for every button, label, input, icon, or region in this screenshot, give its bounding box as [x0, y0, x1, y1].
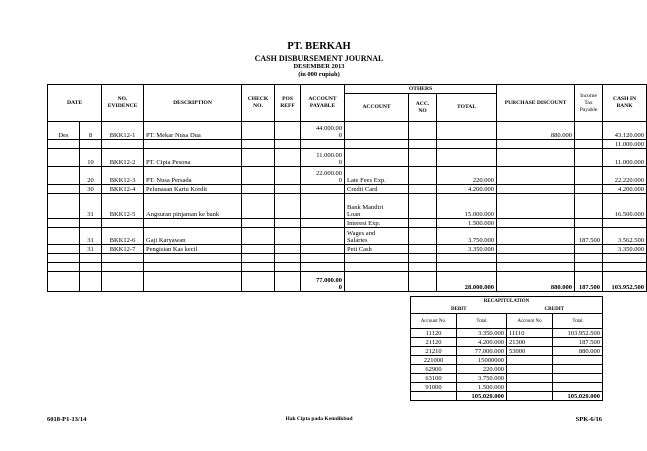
row-account-payable — [301, 194, 345, 219]
row-account: Interest Exp. — [345, 219, 409, 228]
row-total: 3.350.000 — [437, 245, 497, 254]
total-income-tax: 187.500 — [575, 272, 603, 292]
copyright-notice: Hak Cipta pada Kemdikbud — [285, 416, 353, 422]
row-acc-no — [409, 140, 437, 149]
recap-credit-account — [507, 383, 553, 392]
recap-debit-amount: 3.350.000 — [457, 329, 507, 338]
recap-row — [411, 383, 603, 392]
row-acc-no — [409, 219, 437, 228]
col-check: CHECK NO. — [242, 85, 275, 122]
row-day: 20 — [80, 167, 102, 185]
row-cash-in-bank: 11.000.000 — [603, 140, 647, 149]
recap-row — [411, 356, 603, 365]
row-cash-in-bank: 11.000.000 — [603, 149, 647, 167]
col-date: DATE — [48, 85, 102, 122]
row-total — [437, 149, 497, 167]
journal-row — [48, 194, 647, 219]
row-evidence — [102, 219, 144, 228]
row-discount — [497, 219, 575, 228]
row-account-payable: 11.000.00 0 — [301, 149, 345, 167]
row-description: PT. Nusa Persada — [144, 167, 242, 185]
row-day — [80, 219, 102, 228]
row-day: 30 — [80, 185, 102, 194]
recap-row — [411, 347, 603, 356]
row-month — [48, 194, 80, 219]
recap-row — [411, 338, 603, 347]
row-acc-no — [409, 149, 437, 167]
row-pos — [275, 228, 301, 245]
journal-row — [48, 245, 647, 254]
row-cash-in-bank — [603, 219, 647, 228]
row-account: Credit Card — [345, 185, 409, 194]
row-account-payable — [301, 219, 345, 228]
recap-credit-total: 105.020.000 — [553, 392, 603, 401]
row-income-tax: 187.500 — [575, 228, 603, 245]
row-month: Des — [48, 122, 80, 140]
row-discount — [497, 140, 575, 149]
row-check — [242, 219, 275, 228]
recap-credit-account — [507, 356, 553, 365]
journal-row — [48, 140, 647, 149]
col-account: ACCOUNT — [345, 94, 409, 122]
recap-credit-amount: 880.000 — [553, 347, 603, 356]
cash-disbursement-journal — [47, 84, 647, 292]
recap-credit-account — [507, 365, 553, 374]
row-acc-no — [409, 167, 437, 185]
row-month — [48, 149, 80, 167]
row-day: 8 — [80, 122, 102, 140]
row-evidence — [102, 140, 144, 149]
row-pos — [275, 140, 301, 149]
row-cash-in-bank: 3.350.000 — [603, 245, 647, 254]
recap-debit-account-header: Account No. — [411, 314, 457, 329]
col-cash-in-bank: CASH IN BANK — [603, 85, 647, 122]
recap-debit-account: 21120 — [411, 338, 457, 347]
recap-credit-amount — [553, 383, 603, 392]
row-check — [242, 194, 275, 219]
recap-row — [411, 365, 603, 374]
row-total — [437, 122, 497, 140]
row-income-tax — [575, 122, 603, 140]
recap-debit-amount: 15000000 — [457, 356, 507, 365]
row-account: Late Fees Exp. — [345, 167, 409, 185]
row-discount — [497, 228, 575, 245]
recap-debit-label: DEBIT — [411, 305, 507, 314]
row-acc-no — [409, 228, 437, 245]
row-evidence: BKK12-6 — [102, 228, 144, 245]
row-account — [345, 140, 409, 149]
row-income-tax — [575, 185, 603, 194]
row-cash-in-bank: 43.120.000 — [603, 122, 647, 140]
row-check — [242, 167, 275, 185]
row-pos — [275, 194, 301, 219]
recap-credit-label: CREDIT — [507, 305, 603, 314]
recap-debit-amount: 4.200.000 — [457, 338, 507, 347]
row-pos — [275, 185, 301, 194]
row-description — [144, 219, 242, 228]
row-description: PT. Mekar Nusa Dua — [144, 122, 242, 140]
row-pos — [275, 149, 301, 167]
journal-unit: (in 000 rupiah) — [298, 71, 340, 78]
total-account-payable: 77.000.00 0 — [301, 272, 345, 292]
row-month — [48, 140, 80, 149]
recap-debit-amount: 220.000 — [457, 365, 507, 374]
col-income-tax: Income Tax Payable — [575, 85, 603, 122]
recap-credit-amount: 187.500 — [553, 338, 603, 347]
recap-debit-account: 62900 — [411, 365, 457, 374]
recap-credit-account: 21300 — [507, 338, 553, 347]
row-account-payable — [301, 140, 345, 149]
recap-debit-account: 21210 — [411, 347, 457, 356]
journal-title: CASH DISBURSEMENT JOURNAL — [254, 54, 384, 63]
row-income-tax — [575, 140, 603, 149]
row-acc-no — [409, 245, 437, 254]
row-check — [242, 185, 275, 194]
row-cash-in-bank: 22.220.000 — [603, 167, 647, 185]
col-account-payable: ACCOUNT PAYABLE — [301, 85, 345, 122]
recap-debit-amount: 1.500.000 — [457, 383, 507, 392]
row-account-payable — [301, 228, 345, 245]
row-account-payable: 44.000.00 0 — [301, 122, 345, 140]
recapitulation-table — [410, 296, 603, 401]
journal-period: DESEMBER 2013 — [293, 63, 345, 70]
total-others: 28.000.000 — [437, 272, 497, 292]
row-description: Angsuran pinjaman ke bank — [144, 194, 242, 219]
page-code: SPK-6/16 — [575, 416, 602, 423]
row-check — [242, 140, 275, 149]
totals-row — [48, 272, 647, 292]
journal-row — [48, 167, 647, 185]
row-day: 31 — [80, 228, 102, 245]
row-description: Pengisian Kas kecil — [144, 245, 242, 254]
row-account — [345, 149, 409, 167]
row-pos — [275, 219, 301, 228]
row-check — [242, 122, 275, 140]
recap-debit-total-header: Total — [457, 314, 507, 329]
row-month — [48, 228, 80, 245]
recap-credit-amount: 103.952.500 — [553, 329, 603, 338]
journal-row — [48, 185, 647, 194]
row-cash-in-bank: 16.500.000 — [603, 194, 647, 219]
row-account-payable — [301, 185, 345, 194]
row-month — [48, 245, 80, 254]
recap-debit-amount: 3.750.000 — [457, 374, 507, 383]
recap-credit-account — [507, 374, 553, 383]
row-description: Pelunasan Kartu Kredit — [144, 185, 242, 194]
row-total: 3.750.000 — [437, 228, 497, 245]
row-discount: 880.000 — [497, 122, 575, 140]
recap-debit-total: 105.020.000 — [457, 392, 507, 401]
recap-credit-account: 53000 — [507, 347, 553, 356]
row-account-payable: 22.000.00 0 — [301, 167, 345, 185]
row-cash-in-bank: 3.562.500 — [603, 228, 647, 245]
col-acc-no: ACC. NO — [409, 94, 437, 122]
row-evidence: BKK12-2 — [102, 149, 144, 167]
recap-debit-amount: 77.000.000 — [457, 347, 507, 356]
row-discount — [497, 245, 575, 254]
recap-credit-account-header: Account No — [507, 314, 553, 329]
row-income-tax — [575, 149, 603, 167]
row-day: 10 — [80, 149, 102, 167]
recap-row — [411, 374, 603, 383]
row-income-tax — [575, 219, 603, 228]
document-code: 6018-P1-13/14 — [47, 416, 87, 423]
recap-debit-account: 63100 — [411, 374, 457, 383]
row-account: Bank Mandiri Loan — [345, 194, 409, 219]
row-evidence: BKK12-7 — [102, 245, 144, 254]
recap-credit-amount — [553, 365, 603, 374]
row-description: Gaji Karyawan — [144, 228, 242, 245]
row-income-tax — [575, 194, 603, 219]
col-description: DESCRIPTION — [144, 85, 242, 122]
row-account — [345, 122, 409, 140]
row-discount — [497, 194, 575, 219]
journal-row — [48, 219, 647, 228]
row-acc-no — [409, 122, 437, 140]
col-pos: POS REFF — [275, 85, 301, 122]
col-total: TOTAL — [437, 94, 497, 122]
total-discount: 880.000 — [497, 272, 575, 292]
recap-debit-account: 91000 — [411, 383, 457, 392]
col-evidence: NO. EVIDENCE — [102, 85, 144, 122]
row-account-payable — [301, 245, 345, 254]
row-day: 31 — [80, 245, 102, 254]
journal-row — [48, 122, 647, 140]
recap-debit-account: 11120 — [411, 329, 457, 338]
row-discount — [497, 149, 575, 167]
row-acc-no — [409, 185, 437, 194]
row-pos — [275, 167, 301, 185]
recap-credit-total-header: Total — [553, 314, 603, 329]
recap-credit-amount — [553, 356, 603, 365]
row-check — [242, 149, 275, 167]
row-account: Wages and Salaries — [345, 228, 409, 245]
row-month — [48, 219, 80, 228]
row-pos — [275, 245, 301, 254]
row-discount — [497, 167, 575, 185]
total-cash-in-bank: 103.952.500 — [603, 272, 647, 292]
row-income-tax — [575, 167, 603, 185]
journal-row — [48, 228, 647, 245]
journal-row — [48, 149, 647, 167]
row-total: 4.200.000 — [437, 185, 497, 194]
row-total: 220.000 — [437, 167, 497, 185]
col-others: OTHERS — [345, 85, 497, 94]
row-month — [48, 167, 80, 185]
company-name: PT. BERKAH — [287, 41, 351, 52]
row-discount — [497, 185, 575, 194]
recap-title: RECAPITULATION — [411, 297, 603, 306]
row-income-tax — [575, 245, 603, 254]
row-month — [48, 185, 80, 194]
recap-debit-account: 221000 — [411, 356, 457, 365]
row-cash-in-bank: 4.200.000 — [603, 185, 647, 194]
row-acc-no — [409, 194, 437, 219]
row-total: 1.500.000 — [437, 219, 497, 228]
row-total — [437, 140, 497, 149]
row-evidence: BKK12-3 — [102, 167, 144, 185]
recap-credit-amount — [553, 374, 603, 383]
row-day — [80, 140, 102, 149]
row-pos — [275, 122, 301, 140]
recap-row — [411, 329, 603, 338]
row-evidence: BKK12-4 — [102, 185, 144, 194]
row-check — [242, 245, 275, 254]
col-purchase-discount: PURCHASE DISCOUNT — [497, 85, 575, 122]
row-total: 15.000.000 — [437, 194, 497, 219]
row-description: PT. Cipta Pesona — [144, 149, 242, 167]
row-check — [242, 228, 275, 245]
row-description — [144, 140, 242, 149]
recap-credit-account: 11110 — [507, 329, 553, 338]
row-day: 31 — [80, 194, 102, 219]
row-account: Peti Cash — [345, 245, 409, 254]
row-evidence: BKK12-1 — [102, 122, 144, 140]
row-evidence: BKK12-5 — [102, 194, 144, 219]
